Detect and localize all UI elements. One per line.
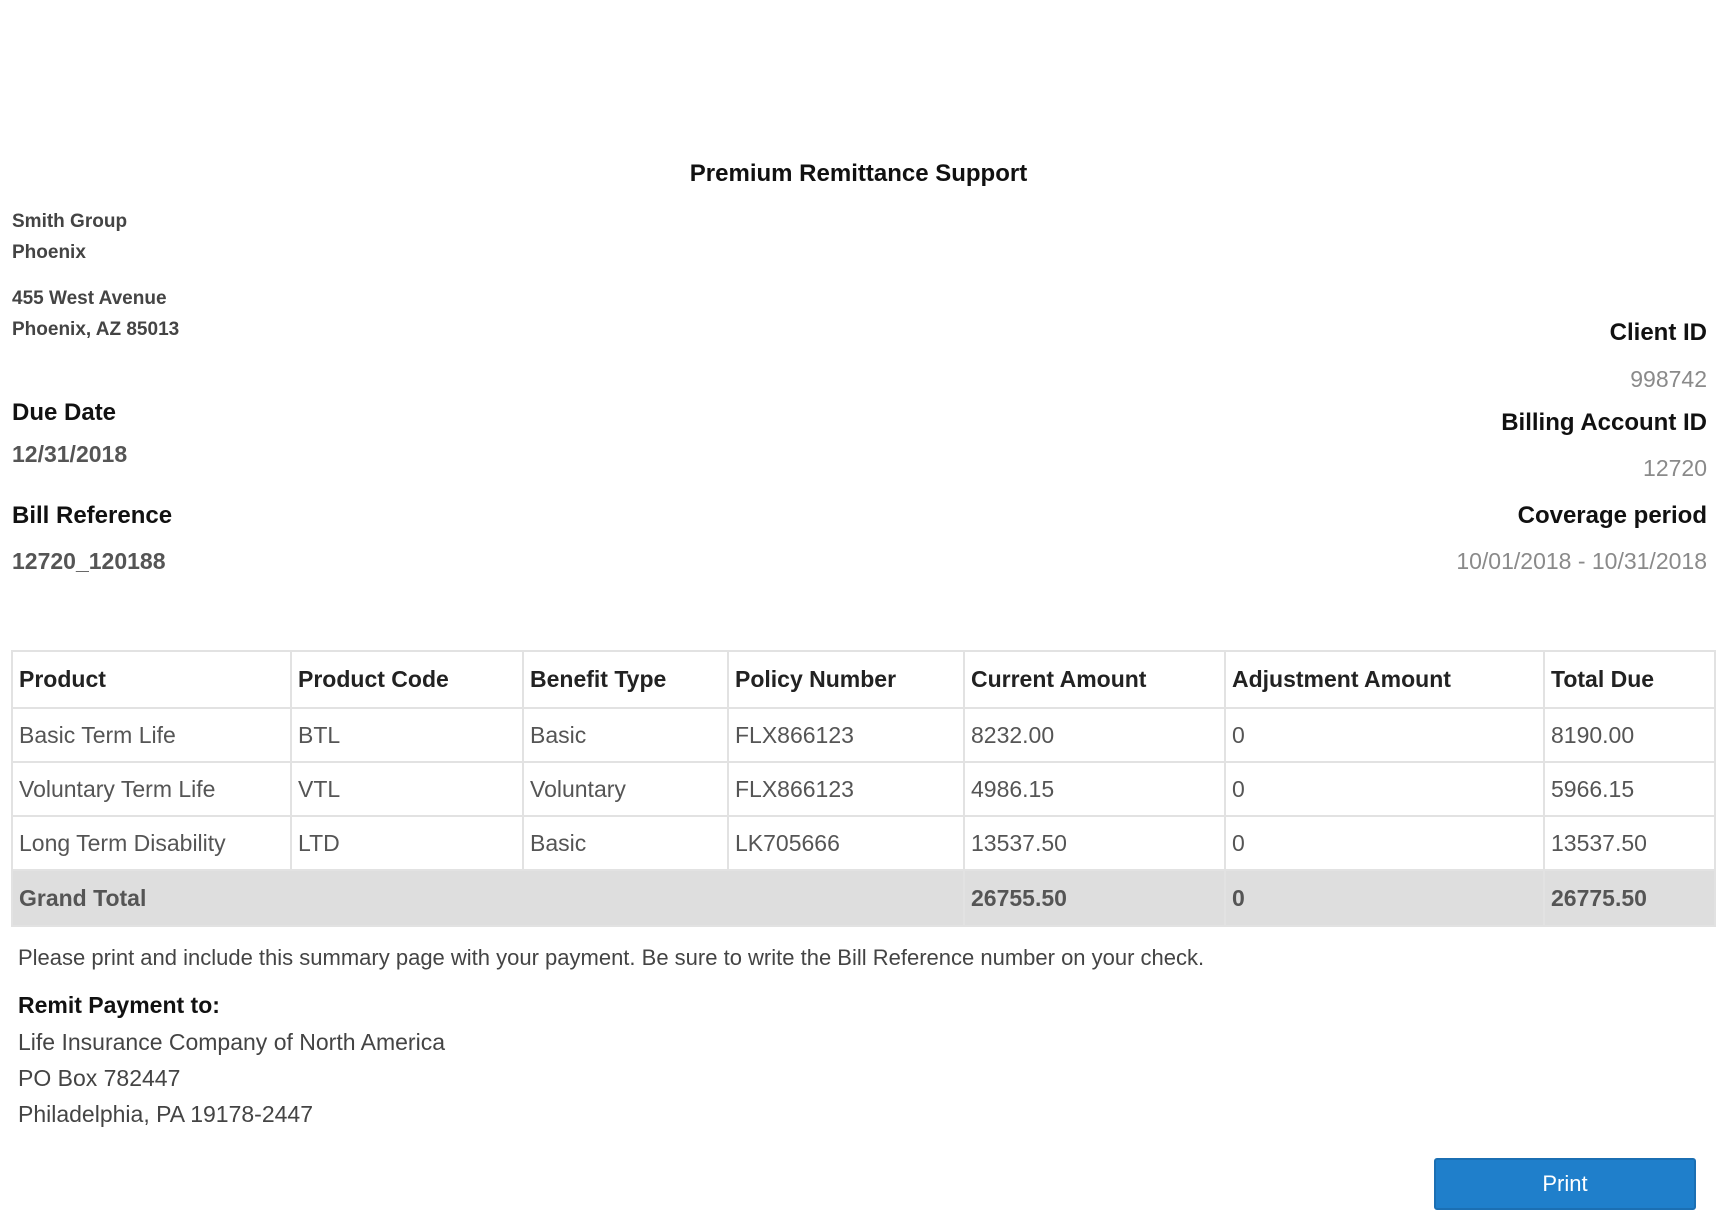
column-header-policy-number: Policy Number — [728, 651, 964, 708]
cell-product: Basic Term Life — [12, 708, 291, 762]
column-header-product: Product — [12, 651, 291, 708]
grand-total-total-due: 26775.50 — [1544, 870, 1715, 926]
column-header-benefit-type: Benefit Type — [523, 651, 728, 708]
grand-total-label: Grand Total — [12, 870, 964, 926]
cell-product-code: BTL — [291, 708, 523, 762]
billing-account-id-value: 12720 — [1643, 455, 1707, 481]
print-instruction-note: Please print and include this summary page with your payment. Be sure to write the Bill Reference number on your check. — [18, 945, 1205, 970]
column-header-total-due: Total Due — [1544, 651, 1715, 708]
table-row — [12, 762, 1715, 816]
column-header-adjustment-amount: Adjustment Amount — [1225, 651, 1544, 708]
cell-benefit-type: Basic — [523, 816, 728, 870]
cell-current-amount: 4986.15 — [964, 762, 1225, 816]
group-name: Smith Group — [12, 211, 128, 232]
group-city: Phoenix — [12, 242, 86, 263]
cell-total-due: 8190.00 — [1544, 708, 1715, 762]
due-date-label: Due Date — [12, 399, 117, 426]
cell-benefit-type: Voluntary — [523, 762, 728, 816]
group-address-block — [12, 283, 179, 345]
client-id-label: Client ID — [1609, 319, 1707, 346]
remit-address — [18, 1024, 445, 1132]
group-city-state-zip: Phoenix, AZ 85013 — [12, 319, 180, 340]
grand-total-adjustment-amount: 0 — [1225, 870, 1544, 926]
remit-heading: Remit Payment to: — [18, 992, 220, 1018]
grand-total-current-amount: 26755.50 — [964, 870, 1225, 926]
cell-adjustment-amount: 0 — [1225, 762, 1544, 816]
cell-current-amount: 13537.50 — [964, 816, 1225, 870]
remit-line-po-box: PO Box 782447 — [18, 1065, 181, 1091]
table-header-row — [12, 651, 1715, 708]
remit-line-company: Life Insurance Company of North America — [18, 1029, 445, 1055]
cell-policy-number: FLX866123 — [728, 708, 964, 762]
cell-total-due: 13537.50 — [1544, 816, 1715, 870]
column-header-current-amount: Current Amount — [964, 651, 1225, 708]
cell-total-due: 5966.15 — [1544, 762, 1715, 816]
cell-policy-number: FLX866123 — [728, 762, 964, 816]
cell-adjustment-amount: 0 — [1225, 816, 1544, 870]
coverage-period-value: 10/01/2018 - 10/31/2018 — [1456, 548, 1707, 574]
bill-reference-label: Bill Reference — [12, 502, 173, 529]
column-header-product-code: Product Code — [291, 651, 523, 708]
cell-product-code: VTL — [291, 762, 523, 816]
remit-line-city-state-zip: Philadelphia, PA 19178-2447 — [18, 1101, 313, 1127]
cell-product: Voluntary Term Life — [12, 762, 291, 816]
client-id-value: 998742 — [1630, 366, 1707, 392]
due-date-value: 12/31/2018 — [12, 441, 128, 467]
cell-benefit-type: Basic — [523, 708, 728, 762]
table-row — [12, 708, 1715, 762]
print-button[interactable]: Print — [1434, 1158, 1696, 1210]
cell-adjustment-amount: 0 — [1225, 708, 1544, 762]
billing-account-id-label: Billing Account ID — [1501, 409, 1707, 436]
billing-table-container — [11, 650, 1714, 927]
bill-reference-value: 12720_120188 — [12, 548, 166, 574]
page-title: Premium Remittance Support — [689, 160, 1028, 187]
cell-current-amount: 8232.00 — [964, 708, 1225, 762]
group-street: 455 West Avenue — [12, 288, 167, 309]
group-name-block — [12, 206, 127, 268]
grand-total-row — [12, 870, 1715, 926]
table-row — [12, 816, 1715, 870]
cell-policy-number: LK705666 — [728, 816, 964, 870]
coverage-period-label: Coverage period — [1517, 502, 1707, 529]
cell-product-code: LTD — [291, 816, 523, 870]
cell-product: Long Term Disability — [12, 816, 291, 870]
billing-table — [11, 650, 1716, 927]
